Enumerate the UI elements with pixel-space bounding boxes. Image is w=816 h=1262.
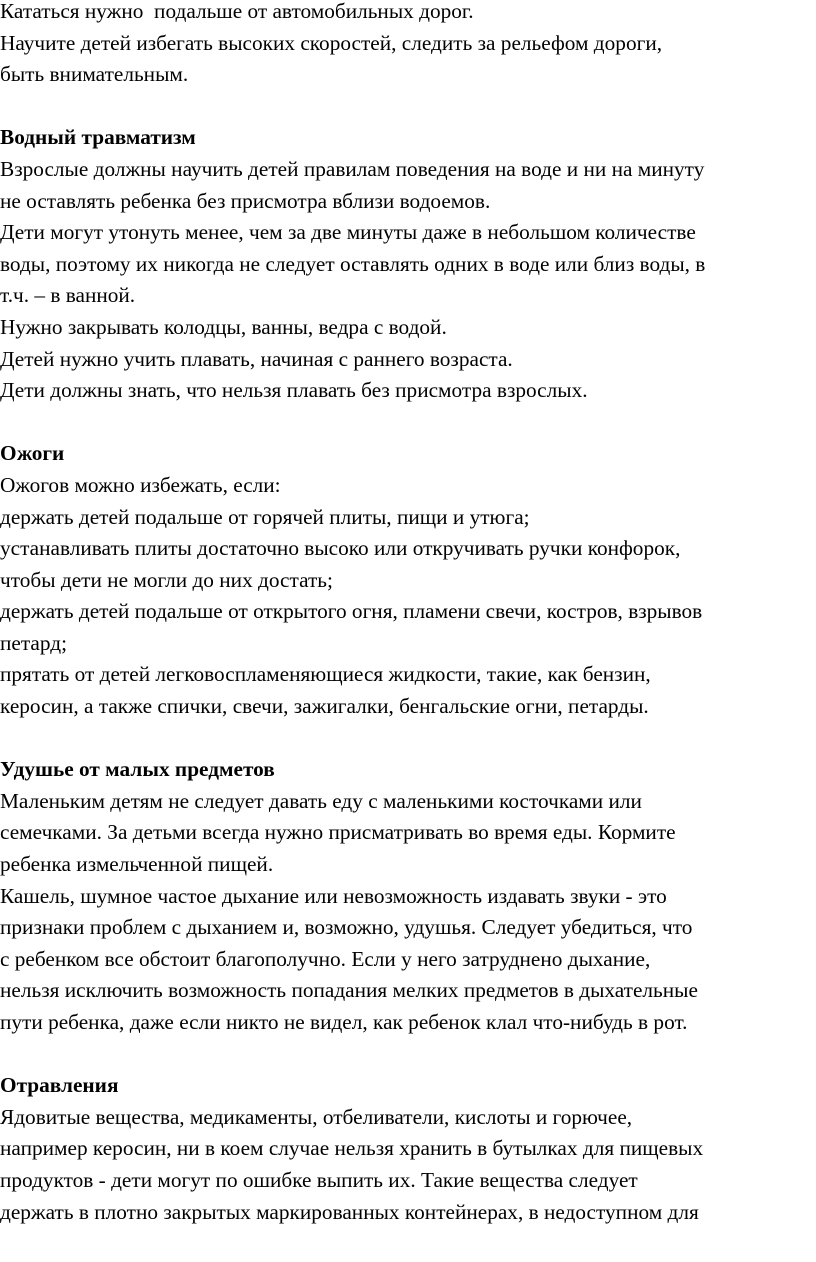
text-line: Взрослые должны научить детей правилам поведения на воде и ни на минуту	[0, 156, 705, 181]
section-heading: Ожоги	[0, 441, 65, 466]
section-intro	[0, 0, 816, 91]
text-line: Нужно закрывать колодцы, ванны, ведра с водой.	[0, 314, 447, 339]
text-line: Кашель, шумное частое дыхание или невозможность издавать звуки - это	[0, 883, 667, 908]
paragraph-gap	[0, 407, 816, 439]
text-line: нельзя исключить возможность попадания мелких предметов в дыхательные	[0, 978, 698, 1003]
text-line: не оставлять ребенка без присмотра вблизи водоемов.	[0, 188, 491, 213]
text-line: с ребенком все обстоит благополучно. Если у него затруднено дыхание,	[0, 946, 651, 971]
section-burns	[0, 438, 816, 722]
text-line: воды, поэтому их никогда не следует оставлять одних в воде или близ воды, в	[0, 251, 706, 276]
text-line: продуктов - дети могут по ошибке выпить их. Такие вещества следует	[0, 1167, 638, 1192]
text-line: керосин, а также спички, свечи, зажигалки, бенгальские огни, петарды.	[0, 694, 649, 719]
text-line: Дети могут утонуть менее, чем за две минуты даже в небольшом количестве	[0, 220, 696, 245]
text-line: быть внимательным.	[0, 62, 189, 87]
paragraph-gap	[0, 723, 816, 755]
section-choking	[0, 754, 816, 1038]
text-line: Ядовитые вещества, медикаменты, отбеливатели, кислоты и горючее,	[0, 1104, 633, 1129]
section-water-injuries	[0, 122, 816, 406]
section-heading: Отравления	[0, 1073, 119, 1098]
text-line: Детей нужно учить плавать, начиная с раннего возраста.	[0, 346, 513, 371]
text-line: Маленьким детям не следует давать еду с маленькими косточками или	[0, 788, 642, 813]
text-line: пути ребенка, даже если никто не видел, как ребенок клал что-нибудь в рот.	[0, 1010, 688, 1034]
section-poisoning	[0, 1070, 816, 1228]
text-line: прятать от детей легковоспламеняющиеся жидкости, такие, как бензин,	[0, 662, 651, 687]
text-line: ребенка измельченной пищей.	[0, 852, 274, 877]
text-line: признаки проблем с дыханием и, возможно, удушья. Следует убедиться, что	[0, 915, 693, 940]
text-line: Ожогов можно избежать, если:	[0, 472, 281, 497]
text-line: чтобы дети не могли до них достать;	[0, 567, 333, 592]
text-line: Кататься нужно подальше от автомобильных дорог.	[0, 0, 474, 23]
text-line: держать детей подальше от открытого огня, пламени свечи, костров, взрывов	[0, 599, 703, 624]
text-line: например керосин, ни в коем случае нельзя хранить в бутылках для пищевых	[0, 1136, 704, 1161]
text-line: Научите детей избегать высоких скоростей, следить за рельефом дороги,	[0, 30, 663, 55]
text-line: держать в плотно закрытых маркированных контейнерах, в недоступном для	[0, 1199, 699, 1224]
text-line: устанавливать плиты достаточно высоко или откручивать ручки конфорок,	[0, 536, 681, 561]
text-line: петард;	[0, 630, 67, 655]
text-line: держать детей подальше от горячей плиты, пищи и утюга;	[0, 504, 530, 529]
text-line: семечками. За детьми всегда нужно присматривать во время еды. Кормите	[0, 820, 676, 845]
section-heading: Удушье от малых предметов	[0, 757, 275, 782]
text-line: т.ч. – в ванной.	[0, 283, 136, 308]
section-heading: Водный травматизм	[0, 125, 196, 150]
paragraph-gap	[0, 1039, 816, 1071]
text-line: Дети должны знать, что нельзя плавать без присмотра взрослых.	[0, 378, 588, 403]
paragraph-gap	[0, 91, 816, 123]
